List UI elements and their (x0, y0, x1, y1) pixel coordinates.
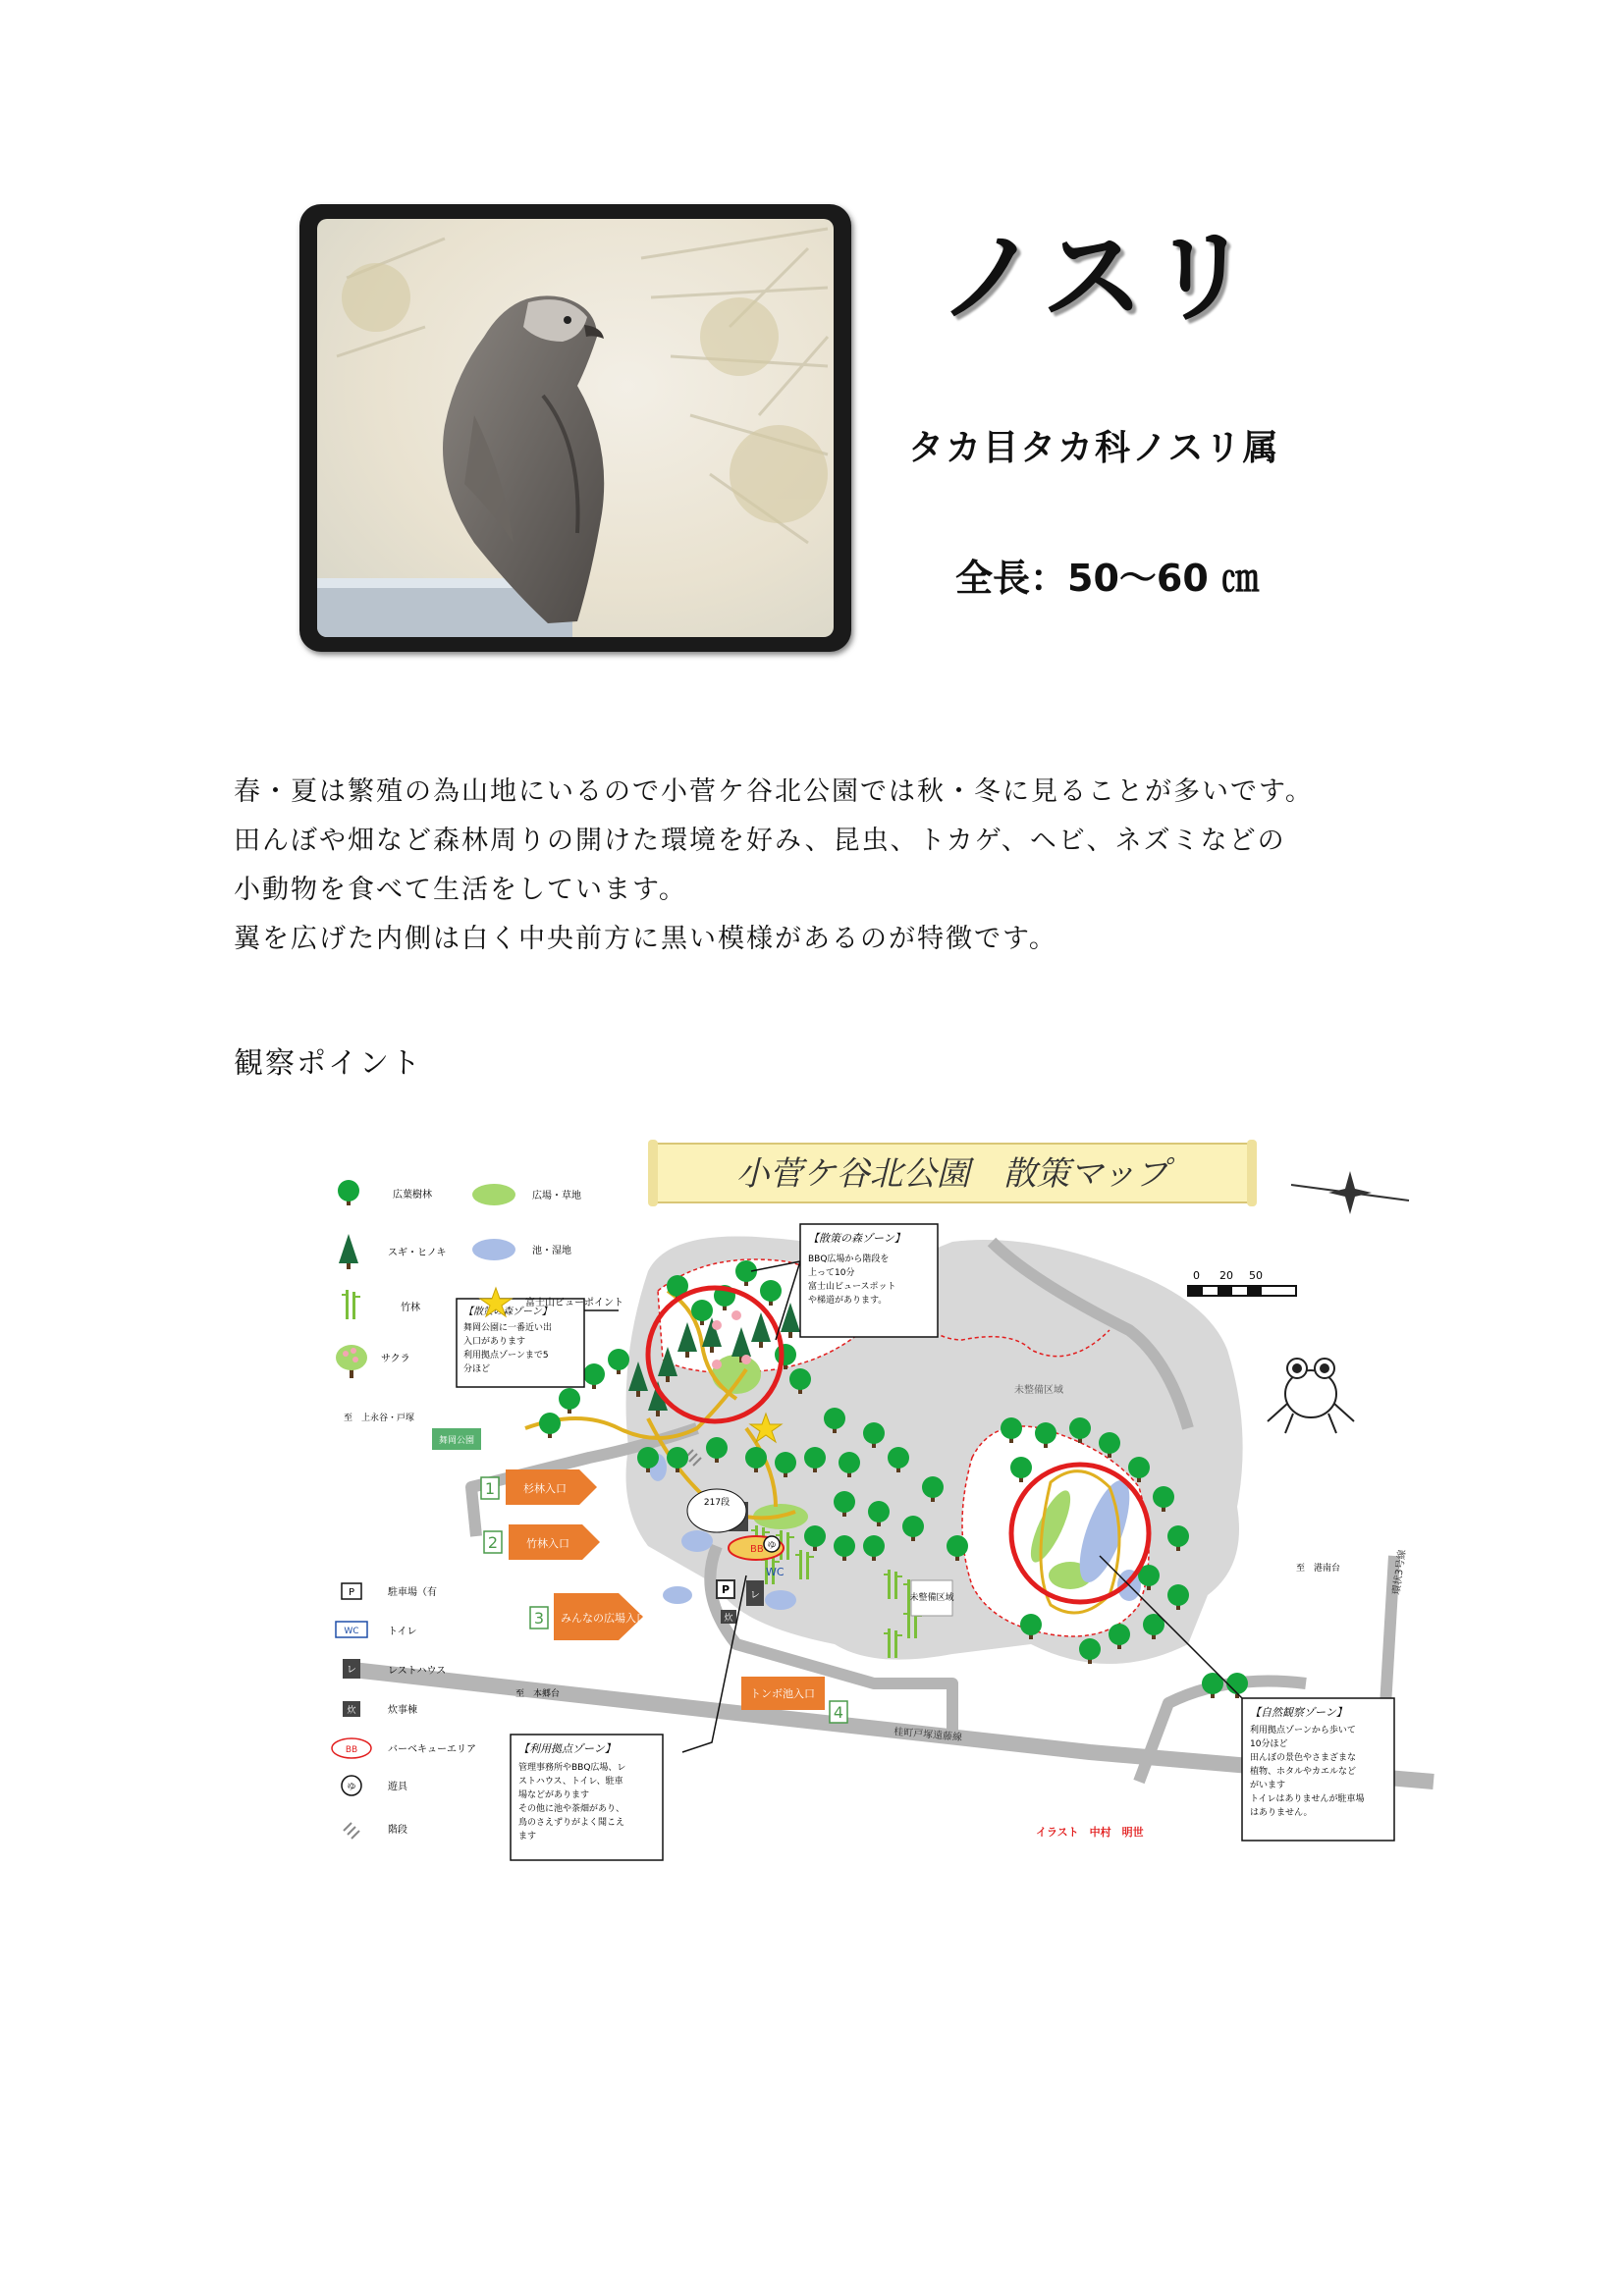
callout-text: はありません。 (1250, 1808, 1313, 1818)
callout-forest-zone-left (457, 1299, 584, 1387)
bird-photo (317, 219, 834, 637)
legend-label: 遊具 (388, 1782, 407, 1792)
species-classification: タカ目タカ科ノスリ属 (908, 428, 1280, 468)
svg-text:BB: BB (750, 1544, 764, 1555)
legend-bottom (332, 1583, 476, 1839)
buzzard-illustration (317, 219, 834, 637)
busou-park-label: 舞岡公園 (438, 1436, 475, 1446)
legend-label: スギ・ヒノキ (388, 1248, 447, 1258)
map-title-banner (648, 1140, 1257, 1206)
compass-icon (1291, 1171, 1409, 1214)
description (234, 768, 1412, 964)
legend-symbol: BB (345, 1745, 358, 1755)
legend-label: 池・湿地 (532, 1246, 571, 1256)
svg-text:ゆ: ゆ (767, 1541, 777, 1551)
callout-text: や梯道があります。 (808, 1296, 888, 1306)
callout-title: 【自然観察ゾーン】 (1250, 1706, 1347, 1719)
callout-text: 利用拠点ゾーンから歩いて (1250, 1726, 1356, 1735)
callout-text: その他に池や茶畑があり、 (518, 1804, 625, 1814)
park-map-drawing (324, 1134, 1443, 1880)
svg-text:レ: レ (750, 1590, 760, 1601)
entrance-number: 1 (484, 1479, 496, 1498)
callout-text: ます (518, 1832, 537, 1842)
callout-text: 植物、ホタルやカエルなど (1250, 1767, 1357, 1777)
legend-symbol: 炊 (347, 1706, 356, 1716)
entrance-label: みんなの広場入口 (561, 1612, 647, 1625)
entrance-number: 2 (487, 1533, 499, 1552)
callout-text: 鳥のさえずりがよく聞こえ (518, 1818, 625, 1828)
legend-label: 炊事棟 (388, 1705, 417, 1716)
scale-bar (1188, 1269, 1296, 1296)
legend-symbol: P (348, 1587, 355, 1598)
description-line: 田んぼや畑など森林周りの開けた環境を好み、昆虫、トカゲ、ヘビ、ネズミなどの (234, 826, 1286, 856)
entrance-label: 杉林入口 (523, 1482, 567, 1495)
callout-text: 管理事務所やBBQ広場、レ (518, 1763, 626, 1773)
legend-label: 富士山ビューポイント (525, 1298, 623, 1308)
road-label: 桂町戸塚遠藤線 (893, 1727, 963, 1744)
legend-label: 広葉樹林 (393, 1190, 432, 1201)
legend-label: レストハウス (388, 1666, 447, 1677)
callout-text: がいます (1250, 1781, 1286, 1790)
callout-text: BBQ広場から階段を (808, 1255, 890, 1264)
frog-illustration (1268, 1359, 1354, 1433)
callout-title: 【散策の森ゾーン】 (463, 1307, 552, 1317)
entrance-number: 3 (533, 1609, 545, 1628)
legend-label: サクラ (381, 1354, 410, 1364)
entrance-2 (484, 1524, 600, 1560)
scale-label: 0 (1193, 1269, 1200, 1282)
hongodai-label: 至 本郷台 (515, 1689, 561, 1699)
entrance-label: 竹林入口 (526, 1537, 569, 1550)
legend-label: 階段 (388, 1825, 407, 1836)
legend-label: バーベキューエリア (388, 1744, 476, 1755)
park-map (324, 1134, 1443, 1880)
species-name: ノスリ (938, 217, 1258, 337)
legend-label: 駐車場（有 (388, 1587, 437, 1598)
callout-text: 利用拠点ゾーンまで5 (463, 1351, 549, 1361)
callout-text: 入口があります (463, 1337, 526, 1347)
scale-label: 50 (1249, 1269, 1263, 1282)
observation-heading: 観察ポイント (234, 1046, 422, 1081)
description-line: 春・夏は繁殖の為山地にいるので小菅ケ谷北公園では秋・冬に見ることが多いです。 (234, 776, 1314, 807)
photo-frame (299, 204, 851, 652)
map-title: 小菅ケ谷北公園 散策マップ (735, 1154, 1169, 1194)
undeveloped-label: 未整備区域 (1014, 1385, 1063, 1396)
legend-label: 広場・草地 (532, 1191, 581, 1201)
legend-label: 竹林 (401, 1303, 420, 1313)
species-length: 全長：50～60 ㎝ (955, 557, 1259, 600)
undeveloped-label: 未整備区域 (909, 1593, 954, 1603)
svg-text:炊: 炊 (724, 1614, 733, 1624)
callout-title: 【利用拠点ゾーン】 (518, 1742, 616, 1755)
callout-text: 田んぼの景色やさまざまな (1250, 1753, 1357, 1763)
sakura-icon (336, 1345, 367, 1378)
callout-title: 【散策の森ゾーン】 (808, 1232, 905, 1245)
lawn-icon (472, 1184, 515, 1205)
entrance-number: 4 (833, 1703, 844, 1722)
entrance-label: トンボ池入口 (750, 1687, 815, 1700)
callout-nature-zone (1242, 1698, 1394, 1841)
hill-label: 217段 (703, 1498, 731, 1508)
legend-symbol: レ (347, 1665, 356, 1676)
kamiitaya-label: 至 上永谷・戸塚 (344, 1414, 415, 1423)
svg-text:WC: WC (766, 1566, 785, 1578)
callout-text: 分ほど (463, 1364, 491, 1374)
description-line: 小動物を食べて生活をしています。 (234, 875, 687, 905)
legend-label: トイレ (388, 1627, 417, 1637)
pond-icon (472, 1239, 515, 1260)
description-line: 翼を広げた内側は白く中央前方に黒い模様があるのが特徴です。 (234, 924, 1057, 954)
callout-text: 10分ほど (1250, 1739, 1288, 1749)
entrance-3 (530, 1593, 647, 1640)
callout-forest-zone (800, 1224, 938, 1337)
illustrator-credit: イラスト 中村 明世 (1036, 1826, 1144, 1839)
callout-text: 舞岡公園に一番近い出 (463, 1323, 553, 1333)
stairs-icon (344, 1823, 359, 1839)
svg-text:P: P (721, 1583, 731, 1596)
callout-text: トイレはありませんが駐車場 (1250, 1794, 1365, 1804)
legend-symbol: ゆ (347, 1783, 356, 1792)
minatominamidai-label: 至 港南台 (1296, 1564, 1341, 1574)
callout-text: ストハウス、トイレ、駐車 (518, 1777, 623, 1787)
route-label: 環状3号線 (1391, 1548, 1409, 1596)
callout-text: 場などがあります (518, 1790, 590, 1800)
legend-symbol: WC (344, 1627, 359, 1636)
callout-text: 富士山ビュースポット (808, 1282, 896, 1292)
callout-text: 上って10分 (808, 1268, 855, 1278)
callout-base-zone (511, 1735, 663, 1860)
scale-label: 20 (1219, 1269, 1233, 1282)
